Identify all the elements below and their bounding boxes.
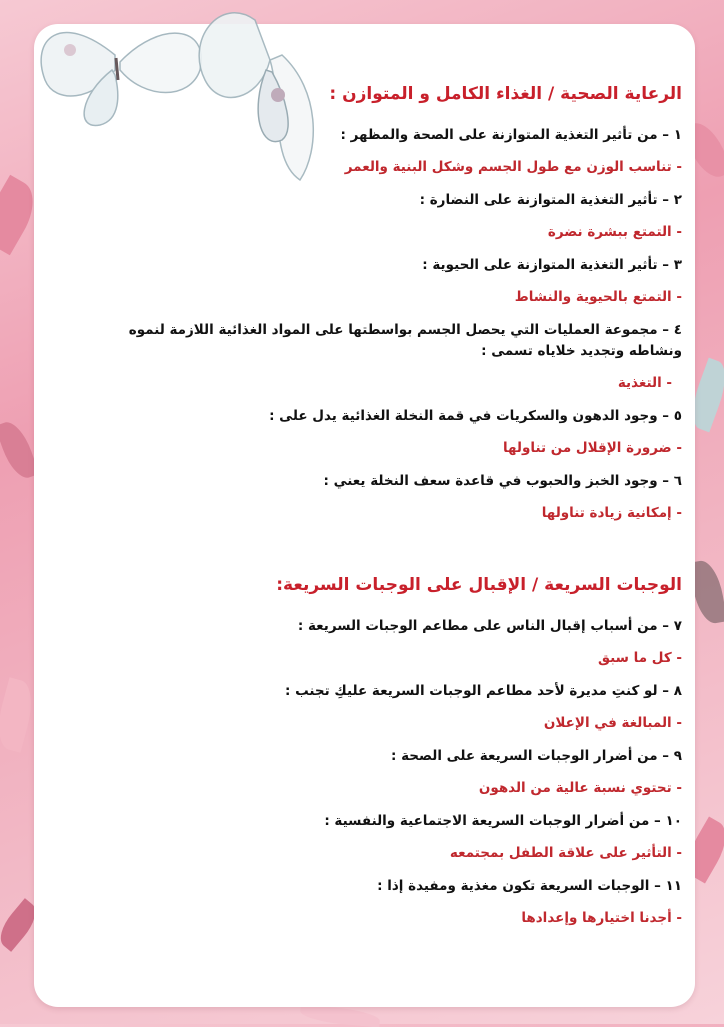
answer-7: - كل ما سبق [598,650,682,666]
question-8: ٨ – لو كنتِ مديرة لأحد مطاعم الوجبات السريعة عليكِ تجنب : [284,683,682,699]
worksheet-content [74,79,682,935]
leaf-decoration [0,677,39,752]
answer-4: - التغذية [617,375,672,391]
answer-3: - التمتع بالحيوية والنشاط [514,289,682,305]
question-9: ٩ – من أضرار الوجبات السريعة على الصحة : [390,748,682,764]
question-6: ٦ – وجود الخبز والحبوب في قاعدة سعف النخلة يعني : [323,473,682,489]
question-2: ٢ – تأثير التغذية المتوازنة على النضارة : [419,192,682,208]
answer-9: - تحتوي نسبة عالية من الدهون [478,780,682,796]
answer-1: - تناسب الوزن مع طول الجسم وشكل البنية والعمر [344,159,682,175]
question-1: ١ – من تأثير التغذية المتوازنة على الصحة والمظهر : [340,127,682,143]
butterfly-decoration [20,0,320,200]
answer-6: - إمكانية زيادة تناولها [541,505,682,521]
question-10: ١٠ – من أضرار الوجبات السريعة الاجتماعية والنفسية : [324,813,682,829]
answer-11: - أجدنا اختيارها وإعدادها [521,910,682,926]
section-heading-healthy-nutrition: الرعاية الصحية / الغذاء الكامل و المتوازن : [329,84,682,104]
question-7: ٧ – من أسباب إقبال الناس على مطاعم الوجبات السريعة : [297,618,682,634]
answer-2: - التمتع ببشرة نضرة [547,224,682,240]
section-heading-fast-food: الوجبات السريعة / الإقبال على الوجبات السريعة: [276,575,682,595]
answer-8: - المبالغة في الإعلان [543,715,682,731]
answer-5: - ضرورة الإقلال من تناولها [502,440,682,456]
question-4: ٤ – مجموعة العمليات التي يحصل الجسم بواسطتها على المواد الغذائية اللازمة لنموه ونشاطه وتجديد خلاياه تسمى : [128,322,682,359]
answer-10: - التأثير على علاقة الطفل بمجتمعه [449,845,682,861]
question-5: ٥ – وجود الدهون والسكريات في قمة النخلة الغذائية يدل على : [269,408,682,424]
question-11: ١١ – الوجبات السريعة تكون مغذية ومفيدة إذا : [377,878,682,894]
question-3: ٣ – تأثير التغذية المتوازنة على الحيوية : [422,257,682,273]
